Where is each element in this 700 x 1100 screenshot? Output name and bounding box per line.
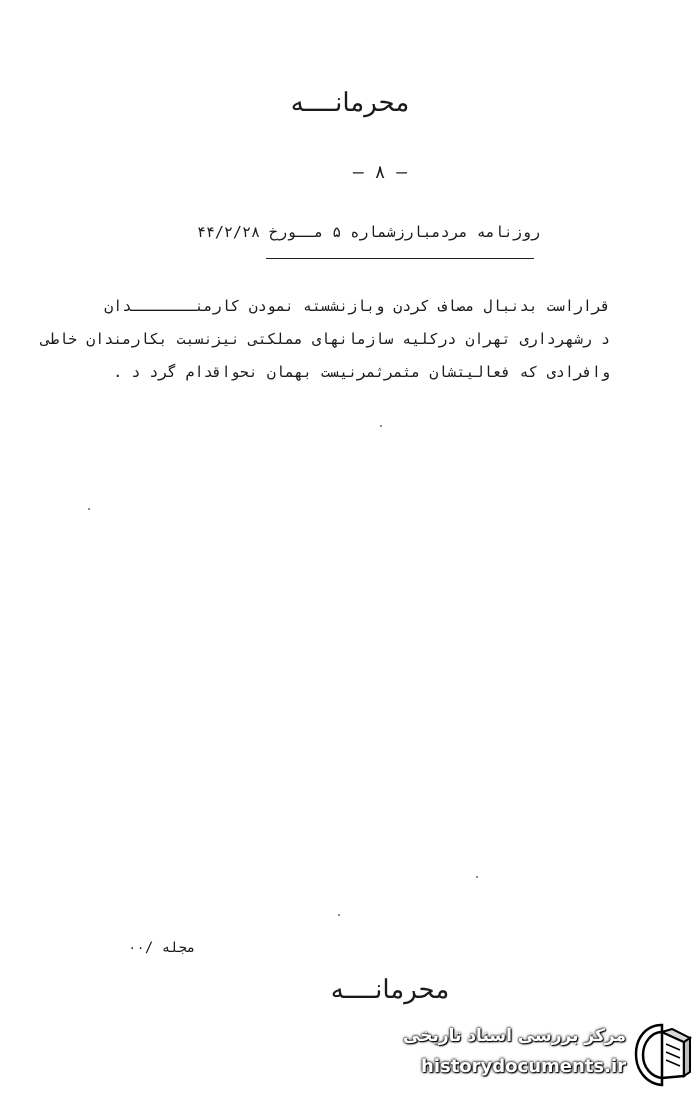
classification-footer: محرمانــــه bbox=[330, 975, 450, 1005]
classification-header: محرمانــــه bbox=[290, 88, 410, 118]
source-reference: روزنامه مردمبارزشماره ۵ مــورخ ۴۴/۲/۲۸ bbox=[196, 223, 540, 241]
body-paragraph bbox=[41, 290, 610, 389]
scan-speck bbox=[476, 876, 478, 878]
source-underline bbox=[266, 258, 534, 259]
watermark bbox=[402, 1020, 692, 1090]
body-line: د رشهرداری تهران درکلیه سازمانهای مملکتی نیزنسبت بکارمندان خاطی bbox=[41, 330, 610, 348]
watermark-url: historydocuments.ir bbox=[421, 1056, 626, 1077]
body-line: وافرادی که فعالیتشان مثمرثمرنیست بهمان نحواقدام گرد د . bbox=[113, 363, 610, 381]
page-number: — ۸ — bbox=[352, 162, 408, 183]
archive-logo-icon bbox=[632, 1022, 692, 1088]
scan-speck bbox=[338, 914, 340, 916]
scan-speck bbox=[380, 425, 382, 427]
watermark-name: مرکز بررسی اسناد تاریخی bbox=[403, 1026, 626, 1046]
folio-reference: مجله /۰۰ bbox=[128, 940, 196, 956]
scan-speck bbox=[88, 508, 90, 510]
body-line: قراراست بدنبال مصاف کردن وبازنشسته نمودن کارمنـــــــدان bbox=[104, 297, 610, 315]
